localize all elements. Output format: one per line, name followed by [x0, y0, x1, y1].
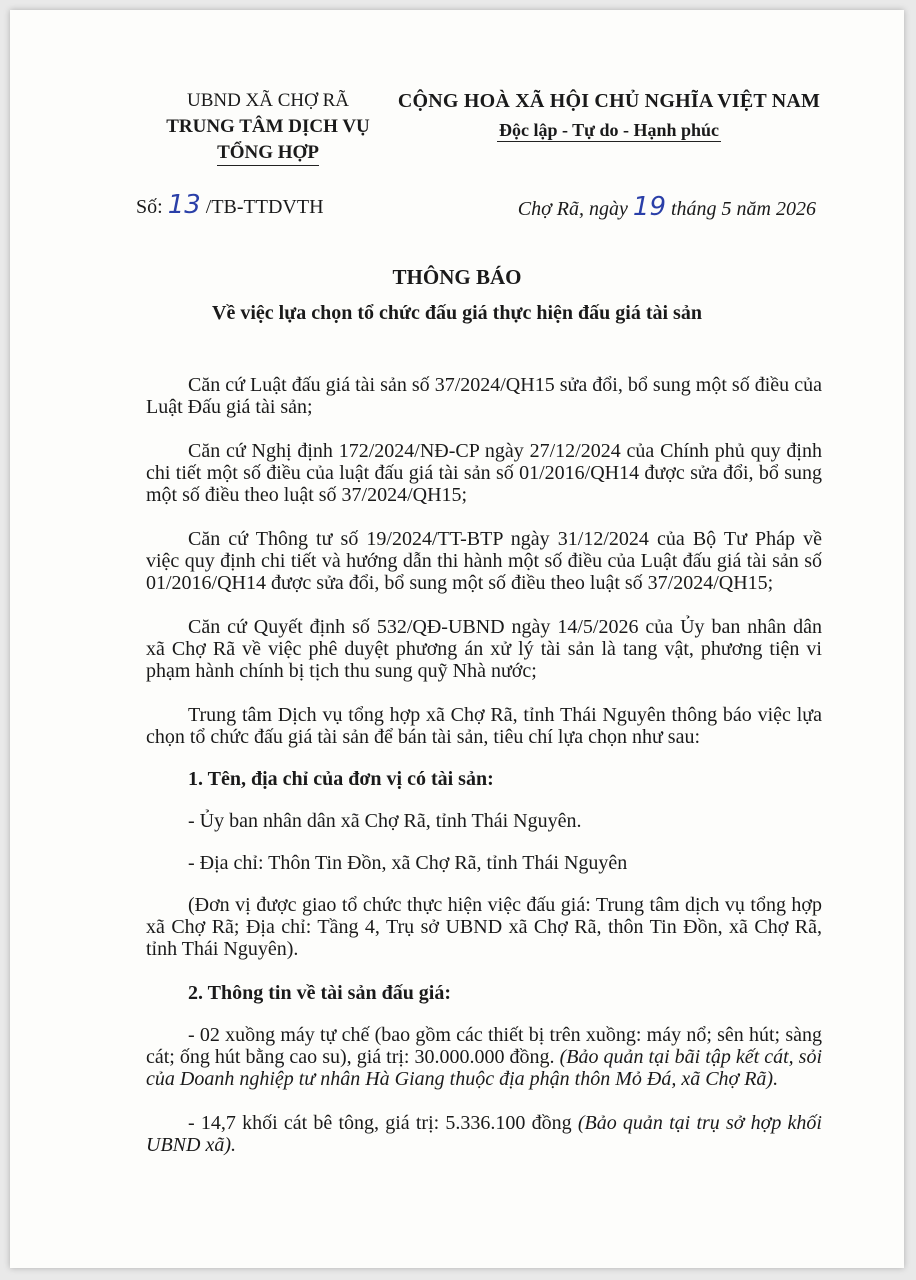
paragraph-legal-basis-4: Căn cứ Quyết định số 532/QĐ-UBND ngày 14/5/2026 của Ủy ban nhân dân xã Chợ Rã về việc phê duyệt phương án xử lý tài sản là tang vật, phương tiện vi phạm hành chính bị tịch thu sung quỹ Nhà nước; — [146, 616, 822, 682]
number-prefix: Số: — [136, 196, 163, 218]
section-2-heading: 2. Thông tin về tài sản đấu giá: — [188, 982, 452, 1004]
handwritten-number: 13 — [167, 190, 201, 220]
paragraph-announcement: Trung tâm Dịch vụ tổng hợp xã Chợ Rã, tỉnh Thái Nguyên thông báo việc lựa chọn tổ chức đấu giá tài sản để bán tài sản, tiêu chí lựa chọn như sau: — [146, 704, 822, 748]
paragraph-legal-basis-3: Căn cứ Thông tư số 19/2024/TT-BTP ngày 31/12/2024 của Bộ Tư Pháp về việc quy định chi tiết và hướng dẫn thi hành một số điều của Luật đấu giá tài sản số 01/2016/QH14 được sửa đổi, bổ sung một số điều theo luật số 37/2024/QH15; — [146, 528, 822, 594]
document-body — [146, 374, 822, 1178]
section-1-address: - Địa chỉ: Thôn Tin Đồn, xã Chợ Rã, tỉnh Thái Nguyên — [188, 852, 628, 874]
agency-parent: UBND XÃ CHỢ RÃ — [186, 90, 350, 111]
document-number — [136, 190, 324, 220]
asset-item-2-note: (Bảo quản tại trụ sở hợp khối UBND xã). — [146, 1112, 822, 1156]
asset-item-1 — [146, 1024, 822, 1090]
national-title: CỘNG HOÀ XÃ HỘI CHỦ NGHĨA VIỆT NAM — [397, 90, 821, 112]
section-1-owner: - Ủy ban nhân dân xã Chợ Rã, tỉnh Thái Nguyên. — [188, 810, 582, 832]
national-header — [390, 90, 828, 142]
agency-name: TRUNG TÂM DỊCH VỤ — [166, 116, 370, 137]
document-date — [518, 192, 816, 222]
asset-item-1-text: - 02 xuồng máy tự chế (bao gồm các thiết bị trên xuồng: máy nổ; sên hút; sàng cát; ống hút bằng cao su), giá trị: 30.000.000 đồng. — [146, 1024, 822, 1068]
paragraph-legal-basis-1: Căn cứ Luật đấu giá tài sản số 37/2024/QH15 sửa đổi, bổ sung một số điều của Luật Đấu giá tài sản; — [146, 374, 822, 418]
national-motto: Độc lập - Tự do - Hạnh phúc — [498, 120, 720, 140]
asset-item-2 — [146, 1112, 822, 1156]
agency-name-cont: TỔNG HỢP — [217, 141, 319, 166]
section-1-note: (Đơn vị được giao tổ chức thực hiện việc đấu giá: Trung tâm dịch vụ tổng hợp xã Chợ Rã; Địa chỉ: Tầng 4, Trụ sở UBND xã Chợ Rã, thôn Tin Đồn, xã Chợ Rã, tỉnh Thái Nguyên). — [146, 894, 822, 960]
asset-item-2-text: - 14,7 khối cát bê tông, giá trị: 5.336.100 đồng — [188, 1112, 578, 1134]
number-suffix: /TB-TTDVTH — [205, 196, 324, 218]
issuing-agency-header — [138, 88, 398, 166]
document-title: THÔNG BÁO — [392, 265, 522, 289]
paragraph-legal-basis-2: Căn cứ Nghị định 172/2024/NĐ-CP ngày 27/12/2024 của Chính phủ quy định chi tiết một số điều của luật đấu giá tài sản số 01/2016/QH14 được sửa đổi, bổ sung một số điều theo luật số 37/2024/QH15; — [146, 440, 822, 506]
document-subtitle: Về việc lựa chọn tổ chức đấu giá thực hiện đấu giá tài sản — [212, 302, 702, 324]
handwritten-day: 19 — [632, 192, 666, 222]
asset-item-1-note: (Bảo quản tại bãi tập kết cát, sỏi của Doanh nghiệp tư nhân Hà Giang thuộc địa phận thôn Mỏ Đá, xã Chợ Rã). — [146, 1046, 823, 1090]
date-month-year: tháng 5 năm 2026 — [671, 198, 816, 220]
date-place: Chợ Rã, ngày — [517, 198, 628, 220]
document-page — [10, 10, 904, 1268]
section-1-heading: 1. Tên, địa chỉ của đơn vị có tài sản: — [188, 768, 494, 790]
